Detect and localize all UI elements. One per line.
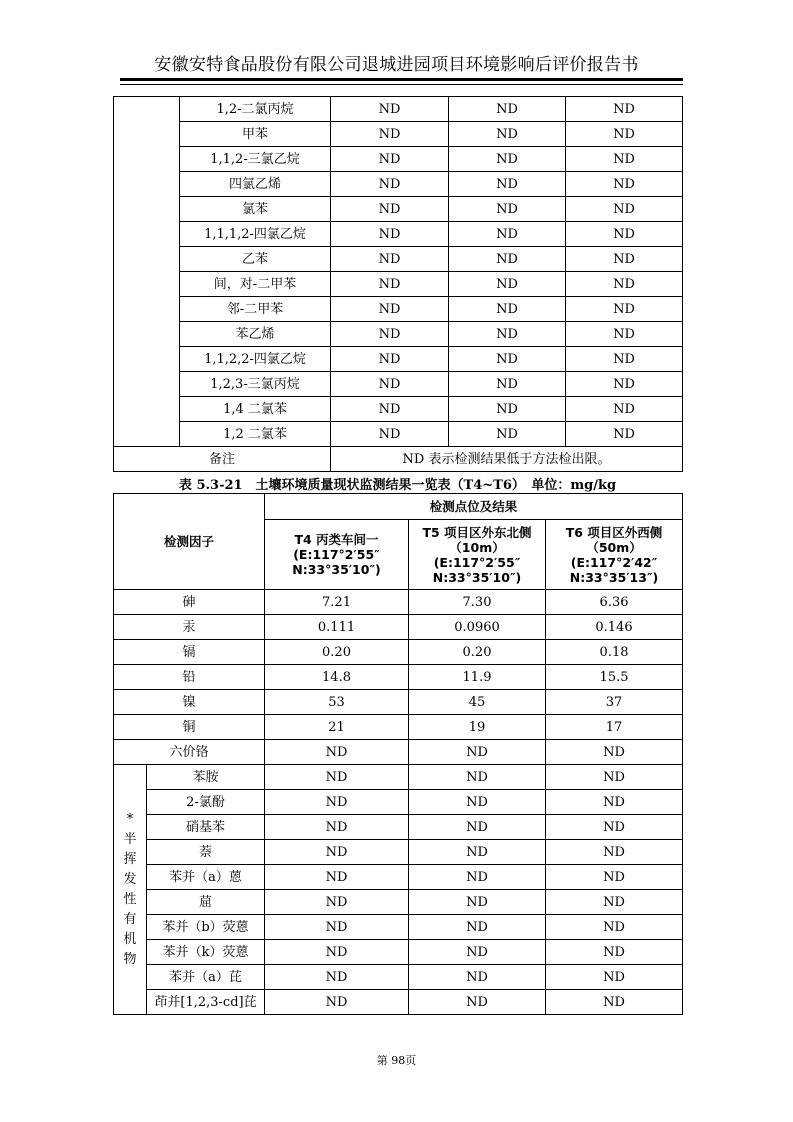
group-cell-continued: [114, 97, 180, 447]
result-cell: ND: [409, 740, 546, 765]
table-row: [114, 740, 683, 765]
result-cell: 15.5: [546, 665, 683, 690]
result-cell: ND: [449, 322, 566, 347]
table-caption: 表 5.3-21 土壤环境质量现状监测结果一览表（T4~T6） 单位：mg/kg: [178, 478, 617, 493]
table-row: [114, 690, 683, 715]
voc-results-table-continued: [113, 96, 683, 472]
result-cell: ND: [449, 97, 566, 122]
result-cell: ND: [449, 397, 566, 422]
result-cell: ND: [331, 97, 449, 122]
result-cell: ND: [265, 865, 409, 890]
result-cell: ND: [449, 122, 566, 147]
result-cell: ND: [331, 147, 449, 172]
factor-name-cell: 铜: [114, 715, 265, 740]
result-cell: ND: [566, 122, 683, 147]
result-cell: ND: [409, 965, 546, 990]
result-cell: 17: [546, 715, 683, 740]
table-row: [114, 640, 683, 665]
table-row: [114, 372, 683, 397]
result-cell: ND: [265, 965, 409, 990]
compound-name-cell: 1,2,3-三氯丙烷: [180, 372, 331, 397]
factor-name-cell: 萘: [147, 840, 265, 865]
result-cell: ND: [449, 372, 566, 397]
compound-name-cell: 1,2 二氯苯: [180, 422, 331, 447]
result-cell: ND: [449, 197, 566, 222]
note-text-cell: ND 表示检测结果低于方法检出限。: [331, 447, 683, 472]
table-row: [114, 840, 683, 865]
result-cell: ND: [409, 790, 546, 815]
result-cell: ND: [331, 172, 449, 197]
result-cell: ND: [409, 815, 546, 840]
table-row: [114, 247, 683, 272]
svoc-group-char: 半: [123, 831, 137, 847]
table-row: [114, 297, 683, 322]
result-cell: 0.111: [265, 615, 409, 640]
result-cell: 0.0960: [409, 615, 546, 640]
result-cell: ND: [409, 915, 546, 940]
compound-name-cell: 间，对-二甲苯: [180, 272, 331, 297]
result-cell: ND: [546, 915, 683, 940]
result-cell: ND: [265, 765, 409, 790]
result-cell: ND: [546, 890, 683, 915]
document-header-title: 安徽安特食品股份有限公司退城进园项目环境影响后评价报告书: [154, 55, 639, 75]
factor-name-cell: 苯并（a）蒽: [147, 865, 265, 890]
table-row: [114, 865, 683, 890]
table-row: [114, 665, 683, 690]
table-row: [114, 422, 683, 447]
result-cell: ND: [546, 865, 683, 890]
result-cell: ND: [331, 247, 449, 272]
result-cell: ND: [265, 790, 409, 815]
compound-name-cell: 苯乙烯: [180, 322, 331, 347]
compound-name-cell: 邻-二甲苯: [180, 297, 331, 322]
factor-header: 检测因子: [114, 494, 265, 590]
result-cell: ND: [566, 172, 683, 197]
result-cell: 6.36: [546, 590, 683, 615]
svoc-group-char: 物: [123, 951, 137, 967]
result-cell: ND: [566, 247, 683, 272]
result-cell: ND: [546, 940, 683, 965]
page-number: 第 98页: [376, 1054, 417, 1067]
result-cell: 37: [546, 690, 683, 715]
table-row: [114, 97, 683, 122]
table-row: [114, 347, 683, 372]
header-rule-thin: [120, 84, 683, 85]
result-cell: ND: [331, 422, 449, 447]
table-row: [114, 222, 683, 247]
factor-name-cell: 硝基苯: [147, 815, 265, 840]
factor-name-cell: 苯胺: [147, 765, 265, 790]
table-row: [114, 990, 683, 1015]
table-row: [114, 940, 683, 965]
point-header-t5: T5 项目区外东北侧 （10m） (E:117°2′55″ N:33°35′10″): [409, 520, 546, 590]
compound-name-cell: 甲苯: [180, 122, 331, 147]
compound-name-cell: 1,1,1,2-四氯乙烷: [180, 222, 331, 247]
result-cell: ND: [449, 247, 566, 272]
result-cell: 21: [265, 715, 409, 740]
result-cell: ND: [331, 397, 449, 422]
result-cell: 7.21: [265, 590, 409, 615]
table-row: [114, 815, 683, 840]
factor-name-cell: 苯并（k）荧蒽: [147, 940, 265, 965]
table-row: [114, 915, 683, 940]
result-cell: ND: [331, 222, 449, 247]
result-cell: ND: [566, 297, 683, 322]
result-cell: ND: [566, 147, 683, 172]
note-label-cell: 备注: [114, 447, 331, 472]
table-row: [114, 397, 683, 422]
result-cell: ND: [546, 965, 683, 990]
factor-name-cell: 六价铬: [114, 740, 265, 765]
svoc-group-char: 发: [123, 871, 137, 887]
table-row: [114, 890, 683, 915]
soil-quality-results-table: [113, 493, 683, 1015]
svoc-group-char: *: [126, 811, 134, 827]
result-cell: 0.20: [409, 640, 546, 665]
factor-name-cell: 镍: [114, 690, 265, 715]
result-cell: ND: [265, 915, 409, 940]
point-header-t6: T6 项目区外西侧 （50m） (E:117°2′42″ N:33°35′13″): [546, 520, 683, 590]
factor-name-cell: 2-氯酚: [147, 790, 265, 815]
compound-name-cell: 1,1,2-三氯乙烷: [180, 147, 331, 172]
compound-name-cell: 1,2-二氯丙烷: [180, 97, 331, 122]
header-rule-thick: [120, 78, 683, 81]
result-cell: ND: [409, 890, 546, 915]
result-cell: 14.8: [265, 665, 409, 690]
result-cell: 7.30: [409, 590, 546, 615]
svoc-group-char: 有: [123, 911, 137, 927]
result-cell: ND: [449, 147, 566, 172]
table-row: [114, 790, 683, 815]
result-cell: ND: [449, 272, 566, 297]
result-cell: ND: [265, 840, 409, 865]
result-cell: ND: [566, 272, 683, 297]
result-cell: ND: [546, 990, 683, 1015]
factor-name-cell: 苯并（b）荧蒽: [147, 915, 265, 940]
result-cell: ND: [546, 790, 683, 815]
table-row: [114, 172, 683, 197]
table-row: [114, 322, 683, 347]
result-cell: ND: [449, 422, 566, 447]
result-cell: ND: [566, 372, 683, 397]
result-cell: ND: [331, 272, 449, 297]
result-cell: ND: [409, 990, 546, 1015]
result-cell: ND: [566, 197, 683, 222]
result-cell: 11.9: [409, 665, 546, 690]
result-cell: 53: [265, 690, 409, 715]
result-cell: ND: [409, 840, 546, 865]
result-cell: ND: [331, 197, 449, 222]
result-cell: 19: [409, 715, 546, 740]
result-cell: 0.146: [546, 615, 683, 640]
result-cell: ND: [409, 865, 546, 890]
compound-name-cell: 1,1,2,2-四氯乙烷: [180, 347, 331, 372]
factor-name-cell: 茚并[1,2,3-cd]芘: [147, 990, 265, 1015]
factor-name-cell: 汞: [114, 615, 265, 640]
svoc-group-char: 性: [123, 891, 137, 907]
result-cell: ND: [265, 890, 409, 915]
table-row: [114, 272, 683, 297]
result-cell: ND: [566, 222, 683, 247]
svoc-group-char: 挥: [123, 851, 137, 867]
result-cell: ND: [265, 990, 409, 1015]
result-cell: ND: [566, 397, 683, 422]
result-cell: ND: [566, 322, 683, 347]
result-cell: ND: [546, 765, 683, 790]
note-row: [114, 447, 683, 472]
result-cell: ND: [546, 740, 683, 765]
result-cell: ND: [449, 297, 566, 322]
table-row: [114, 122, 683, 147]
table-row: [114, 965, 683, 990]
compound-name-cell: 氯苯: [180, 197, 331, 222]
svoc-group-char: 机: [123, 931, 137, 947]
factor-name-cell: 铅: [114, 665, 265, 690]
result-cell: ND: [331, 122, 449, 147]
compound-name-cell: 1,4 二氯苯: [180, 397, 331, 422]
result-cell: ND: [566, 97, 683, 122]
points-group-header: 检测点位及结果: [265, 494, 683, 520]
table-row: [114, 590, 683, 615]
factor-name-cell: 苯并（a）芘: [147, 965, 265, 990]
result-cell: ND: [546, 815, 683, 840]
point-header-t4: T4 丙类车间一 (E:117°2′55″ N:33°35′10″): [265, 520, 409, 590]
table-row: [114, 765, 683, 790]
table-row: [114, 197, 683, 222]
compound-name-cell: 四氯乙烯: [180, 172, 331, 197]
result-cell: ND: [265, 815, 409, 840]
result-cell: ND: [265, 740, 409, 765]
svoc-group-cell: [114, 765, 147, 1015]
factor-name-cell: 砷: [114, 590, 265, 615]
result-cell: ND: [331, 322, 449, 347]
table-row: [114, 715, 683, 740]
result-cell: ND: [409, 765, 546, 790]
result-cell: ND: [449, 172, 566, 197]
result-cell: ND: [331, 347, 449, 372]
table-row: [114, 615, 683, 640]
result-cell: 0.18: [546, 640, 683, 665]
result-cell: ND: [566, 422, 683, 447]
result-cell: ND: [449, 222, 566, 247]
factor-name-cell: 䓛: [147, 890, 265, 915]
result-cell: ND: [566, 347, 683, 372]
compound-name-cell: 乙苯: [180, 247, 331, 272]
result-cell: ND: [449, 347, 566, 372]
result-cell: 45: [409, 690, 546, 715]
result-cell: ND: [331, 372, 449, 397]
factor-name-cell: 镉: [114, 640, 265, 665]
result-cell: ND: [409, 940, 546, 965]
result-cell: ND: [265, 940, 409, 965]
table-row: [114, 147, 683, 172]
result-cell: 0.20: [265, 640, 409, 665]
result-cell: ND: [546, 840, 683, 865]
result-cell: ND: [331, 297, 449, 322]
